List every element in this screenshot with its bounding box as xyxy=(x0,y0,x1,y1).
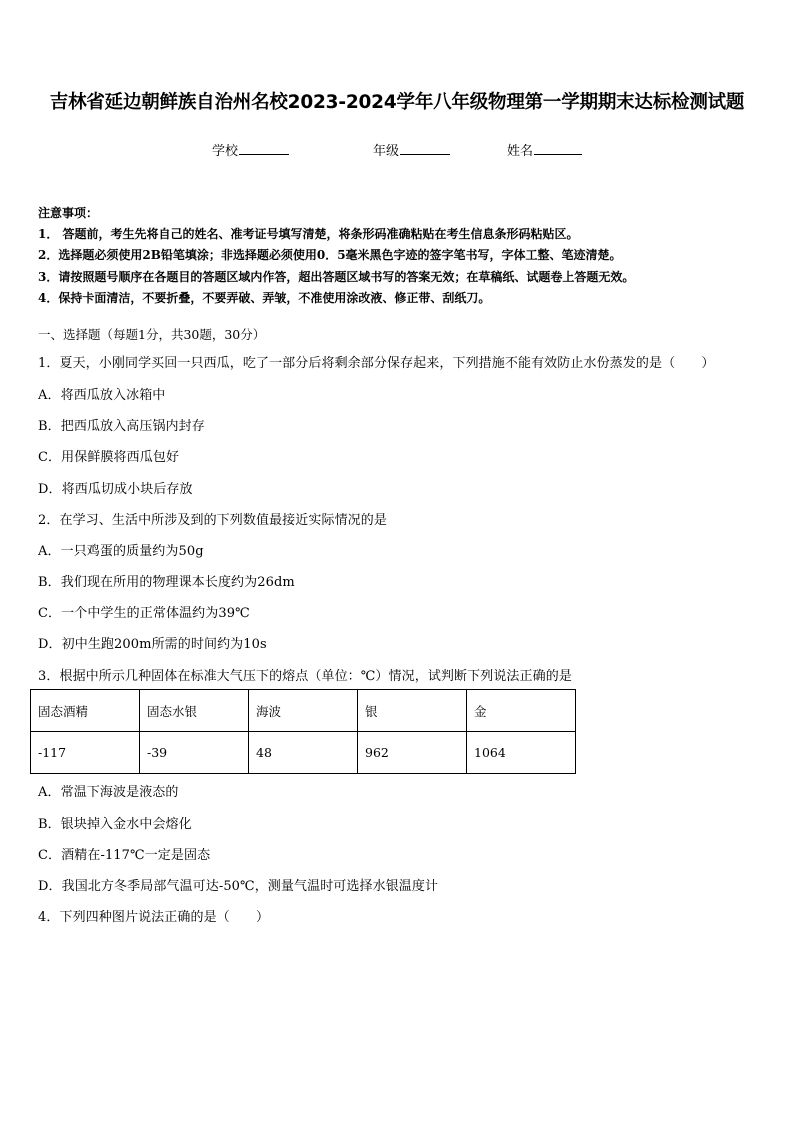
school-field xyxy=(212,140,289,159)
notice-heading: 注意事项： xyxy=(38,206,99,220)
question-stem: 4．下列四种图片说法正确的是（ ） xyxy=(38,910,270,925)
table-cell: 固态酒精 xyxy=(31,690,140,732)
grade-field xyxy=(373,140,450,159)
table-cell: 48 xyxy=(249,732,358,774)
melting-point-table xyxy=(30,689,576,774)
question-stem: 3．根据中所示几种固体在标准大气压下的熔点（单位：℃）情况，试判断下列说法正确的是 xyxy=(38,669,572,684)
table-cell: -39 xyxy=(140,732,249,774)
table-cell: 1064 xyxy=(467,732,576,774)
name-blank[interactable] xyxy=(534,142,582,155)
option: C．一个中学生的正常体温约为39℃ xyxy=(38,606,250,621)
question-stem: 1．夏天，小刚同学买回一只西瓜，吃了一部分后将剩余部分保存起来，下列措施不能有效防止水份蒸发的是（ ） xyxy=(38,356,715,371)
grade-label: 年级 xyxy=(373,144,400,159)
option: D．我国北方冬季局部气温可达-50℃，测量气温时可选择水银温度计 xyxy=(38,879,439,894)
option: A．一只鸡蛋的质量约为50g xyxy=(38,544,204,559)
table-header-row xyxy=(31,690,576,732)
option: B．银块掉入金水中会熔化 xyxy=(38,817,192,832)
school-blank[interactable] xyxy=(239,142,289,155)
school-label: 学校 xyxy=(212,144,239,159)
notice-item: 3．请按照题号顺序在各题目的答题区域内作答，超出答题区域书写的答案无效；在草稿纸、试题卷上答题无效。 xyxy=(38,269,635,284)
question-stem: 2．在学习、生活中所涉及到的下列数值最接近实际情况的是 xyxy=(38,513,387,528)
table-cell: 金 xyxy=(467,690,576,732)
option: B．我们现在所用的物理课本长度约为26dm xyxy=(38,575,295,590)
option: C．酒精在-117℃一定是固态 xyxy=(38,848,211,863)
page-title: 吉林省延边朝鲜族自治州名校2023-2024学年八年级物理第一学期期末达标检测试题 xyxy=(49,92,745,113)
option: B．把西瓜放入高压锅内封存 xyxy=(38,419,205,434)
option: A．常温下海波是液态的 xyxy=(38,785,179,800)
name-field xyxy=(507,140,582,159)
table-cell: 962 xyxy=(358,732,467,774)
grade-blank[interactable] xyxy=(400,142,450,155)
section-heading: 一、选择题（每题1分，共30题，30分） xyxy=(38,327,266,342)
notice-item: 1． 答题前，考生先将自己的姓名、准考证号填写清楚，将条形码准确粘贴在考生信息条形码粘贴区。 xyxy=(38,227,579,242)
notice-item: 2．选择题必须使用2B铅笔填涂；非选择题必须使用0．5毫米黑色字迹的签字笔书写，字体工整、笔迹清楚。 xyxy=(38,248,622,263)
table-cell: -117 xyxy=(31,732,140,774)
option: D．将西瓜切成小块后存放 xyxy=(38,482,193,497)
option: C．用保鲜膜将西瓜包好 xyxy=(38,450,180,465)
table-cell: 海波 xyxy=(249,690,358,732)
name-label: 姓名 xyxy=(507,144,534,159)
table-cell: 银 xyxy=(358,690,467,732)
option: A．将西瓜放入冰箱中 xyxy=(38,388,166,403)
table-cell: 固态水银 xyxy=(140,690,249,732)
option: D．初中生跑200m所需的时间约为10s xyxy=(38,637,267,652)
notice-item: 4．保持卡面清洁，不要折叠，不要弄破、弄皱，不准使用涂改液、修正带、刮纸刀。 xyxy=(38,290,491,305)
notice-block xyxy=(38,203,634,309)
table-row xyxy=(31,732,576,774)
